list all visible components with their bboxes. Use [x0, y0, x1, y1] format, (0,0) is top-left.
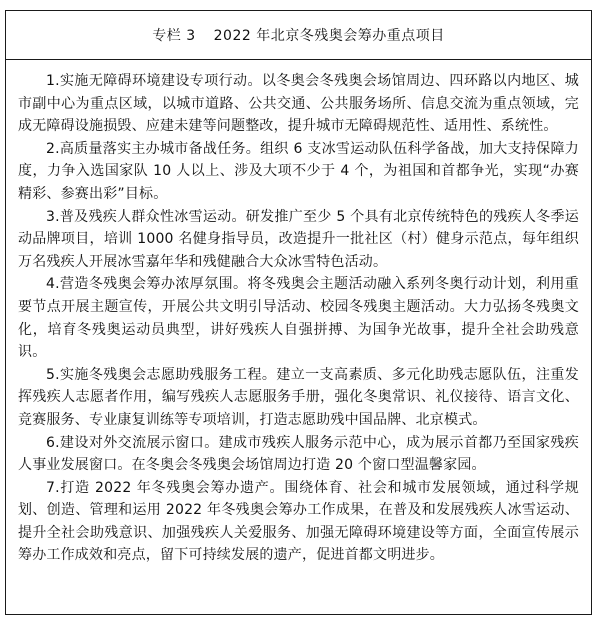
item-paragraph: 6.建设对外交流展示窗口。建成市残疾人服务示范中心，成为展示首都乃至国家残疾人事业发展窗口。在冬奥会冬残奥会场馆周边打造 20 个窗口型温馨家园。	[18, 434, 579, 474]
box-header	[6, 11, 591, 60]
item-paragraph: 4.营造冬残奥会筹办浓厚氛围。将冬残奥会主题活动融入系列冬奥行动计划，利用重要节点开展主题宣传，开展公共文明引导活动、校园冬残奥主题活动。大力弘扬冬残奥文化，培育冬残奥运动员典型，讲好残疾人自强拼搏、为国争光故事，提升全社会助残意识。	[18, 276, 579, 361]
column-label: 专栏 3	[152, 28, 196, 44]
item-paragraph: 1.实施无障碍环境建设专项行动。以冬奥会冬残奥会场馆周边、四环路以内地区、城市副中心为重点区域，以城市道路、公共交通、公共服务场所、信息交流为重点领域，完成无障碍设施损毁、应建未建等问题整改，提升城市无障碍规范性、适用性、系统性。	[18, 73, 579, 135]
item-paragraph: 3.普及残疾人群众性冰雪运动。研发推广至少 5 个具有北京传统特色的残疾人冬季运动品牌项目，培训 1000 名健身指导员，改造提升一批社区（村）健身示范点，每年组织万名残疾人开展冰雪嘉年华和残健融合大众冰雪特色活动。	[18, 208, 579, 270]
feature-box	[5, 10, 592, 615]
item-paragraph: 7.打造 2022 年冬残奥会筹办遗产。围绕体育、社会和城市发展领域，通过科学规划、创造、管理和运用 2022 年冬残奥会筹办工作成果，在普及和发展残疾人冰雪运动、提升全社会助残意识、加强残疾人关爱服务、加强无障碍环境建设等方面，全面宣传展示筹办工作成效和亮点，留下可持续发展的遗产，促进首都文明进步。	[18, 479, 579, 564]
item-paragraph: 5.实施冬残奥会志愿助残服务工程。建立一支高素质、多元化助残志愿队伍，注重发挥残疾人志愿者作用，编写残疾人志愿服务手册，强化冬奥常识、礼仪接待、语言文化、竞赛服务、专业康复训练等专项培训，打造志愿助残中国品牌、北京模式。	[18, 366, 579, 428]
box-body	[6, 60, 591, 567]
box-title: 2022 年北京冬残奥会筹办重点项目	[213, 28, 445, 44]
item-paragraph: 2.高质量落实主办城市备战任务。组织 6 支冰雪运动队伍科学备战，加大支持保障力度，力争入选国家队 10 人以上、涉及大项不少于 4 个，为祖国和首都争光，实现“办赛精彩、参赛出彩”目标。	[18, 140, 579, 202]
